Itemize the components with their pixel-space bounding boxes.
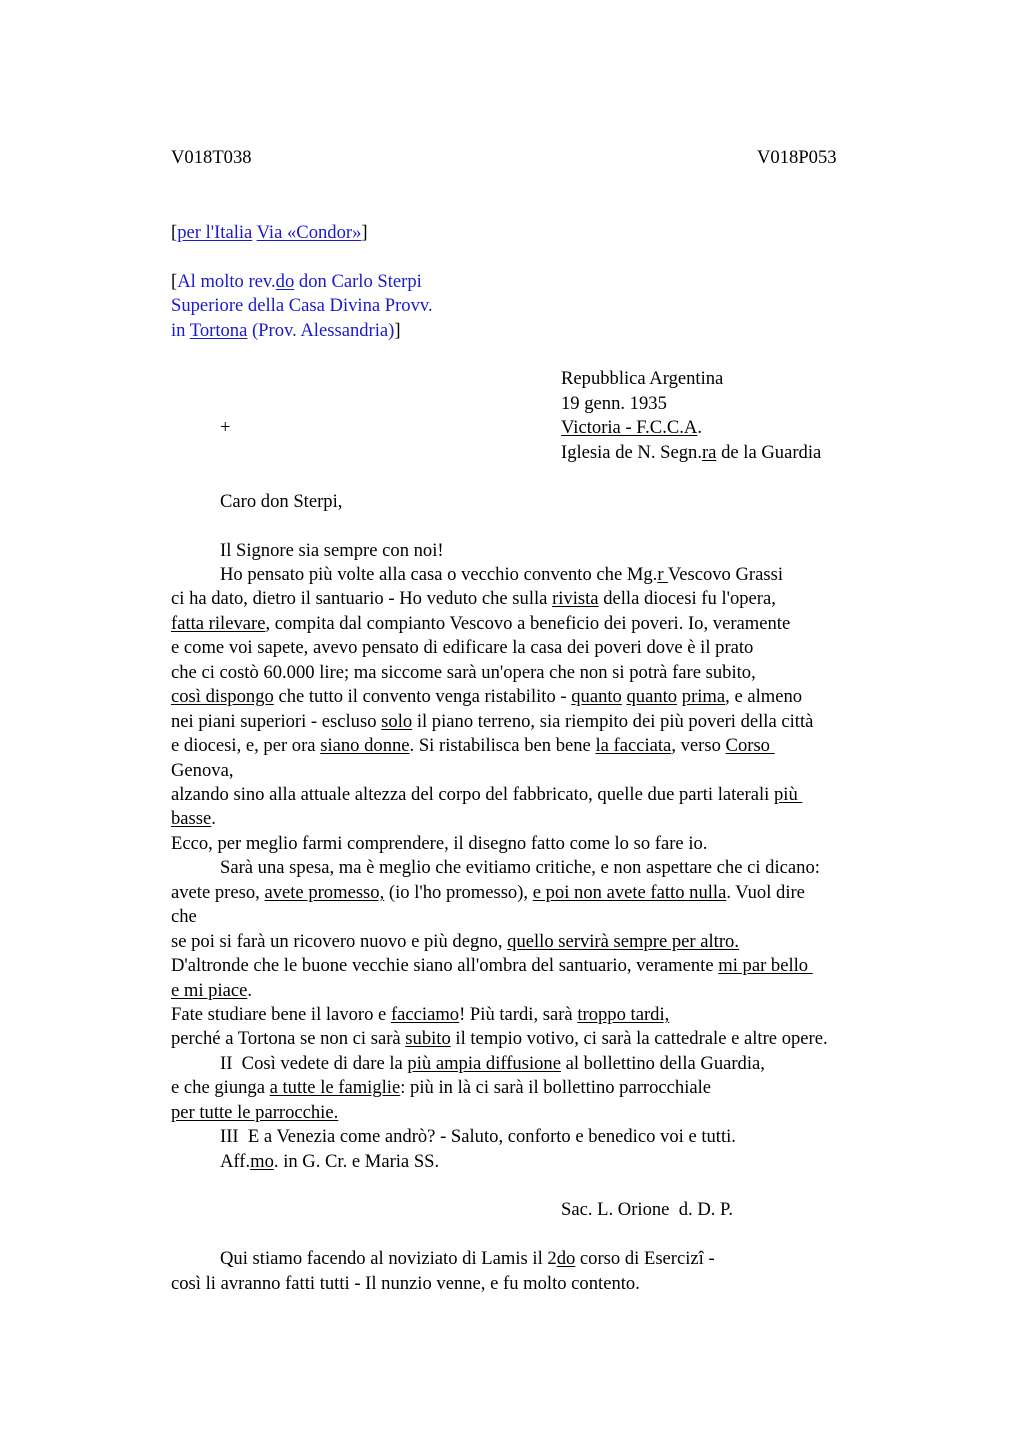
dateline-church: Iglesia de N. Segn.ra de la Guardia <box>561 442 822 463</box>
body-line: avete preso, avete promesso, (io l'ho promesso), e poi non avete fatto nulla. Vuol dire <box>171 882 805 903</box>
body-line: così dispongo che tutto il convento venga ristabilito - quanto quanto prima, e almeno <box>171 686 803 707</box>
body-line: per tutte le parrocchie. <box>171 1102 339 1123</box>
body-line: che ci costò 60.000 lire; ma siccome sarà un'opera che non si potrà fare subito, <box>171 662 756 683</box>
body-line: III E a Venezia come andrò? - Saluto, conforto e benedico voi e tutti. <box>220 1126 736 1147</box>
body-line: Ecco, per meglio farmi comprendere, il disegno fatto come lo so fare io. <box>171 833 708 854</box>
body-line: se poi si farà un ricovero nuovo e più degno, quello servirà sempre per altro. <box>171 931 739 952</box>
postscript-line-2: così li avranno fatti tutti - Il nunzio venne, e fu molto contento. <box>171 1273 640 1294</box>
body-line: Il Signore sia sempre con noi! <box>220 540 444 561</box>
archive-code-right: V018P053 <box>757 147 837 168</box>
dateline-country: Repubblica Argentina <box>561 368 724 389</box>
closing-line: Aff.mo. in G. Cr. e Maria SS. <box>220 1151 440 1172</box>
address-line-3: in Tortona (Prov. Alessandria)] <box>171 320 401 341</box>
body-line: e che giunga a tutte le famiglie: più in là ci sarà il bollettino parrocchiale <box>171 1077 712 1098</box>
body-line: perché a Tortona se non ci sarà subito il tempio votivo, ci sarà la cattedrale e altre opere. <box>171 1028 828 1049</box>
via-condor: Via «Condor» <box>256 222 362 243</box>
address-line-2: Superiore della Casa Divina Provv. <box>171 295 433 316</box>
archive-code-left: V018T038 <box>171 147 252 168</box>
dateline-place: Victoria - F.C.C.A. <box>561 417 702 438</box>
body-line: e mi piace. <box>171 980 253 1001</box>
body-line: che <box>171 906 197 927</box>
signature: Sac. L. Orione d. D. P. <box>561 1199 733 1220</box>
via-line: [per l'Italia Via «Condor»] <box>171 222 368 243</box>
body-line: Fate studiare bene il lavoro e facciamo! Più tardi, sarà troppo tardi, <box>171 1004 670 1025</box>
address-line-1: [Al molto rev.do don Carlo Sterpi <box>171 271 422 292</box>
body-line: e diocesi, e, per ora siano donne. Si ristabilisca ben bene la facciata, verso Corso <box>171 735 775 756</box>
body-line: ci ha dato, dietro il santuario - Ho veduto che sulla rivista della diocesi fu l'opera, <box>171 588 776 609</box>
body-line: Sarà una spesa, ma è meglio che evitiamo critiche, e non aspettare che ci dicano: <box>220 857 820 878</box>
body-line: alzando sino alla attuale altezza del corpo del fabbricato, quelle due parti laterali più <box>171 784 803 805</box>
body-line: Ho pensato più volte alla casa o vecchio convento che Mg.r Vescovo Grassi <box>220 564 784 585</box>
body-line: e come voi sapete, avevo pensato di edificare la casa dei poveri dove è il prato <box>171 637 754 658</box>
body-line: nei piani superiori - escluso solo il piano terreno, sia riempito dei più poveri della città <box>171 711 814 732</box>
body-line: fatta rilevare, compita dal compianto Vescovo a beneficio dei poveri. Io, veramente <box>171 613 791 634</box>
via-per-italia: per l'Italia <box>177 222 253 243</box>
salutation: Caro don Sterpi, <box>220 491 343 512</box>
dateline-date: 19 genn. 1935 <box>561 393 667 414</box>
body-line: basse. <box>171 808 216 829</box>
body-line: D'altronde che le buone vecchie siano all'ombra del santuario, veramente mi par bello <box>171 955 813 976</box>
cross-mark: + <box>220 417 231 438</box>
body-line: II Così vedete di dare la più ampia diffusione al bollettino della Guardia, <box>220 1053 765 1074</box>
body-line: Genova, <box>171 760 234 781</box>
postscript-line-1: Qui stiamo facendo al noviziato di Lamis il 2do corso di Esercizî - <box>220 1248 715 1269</box>
